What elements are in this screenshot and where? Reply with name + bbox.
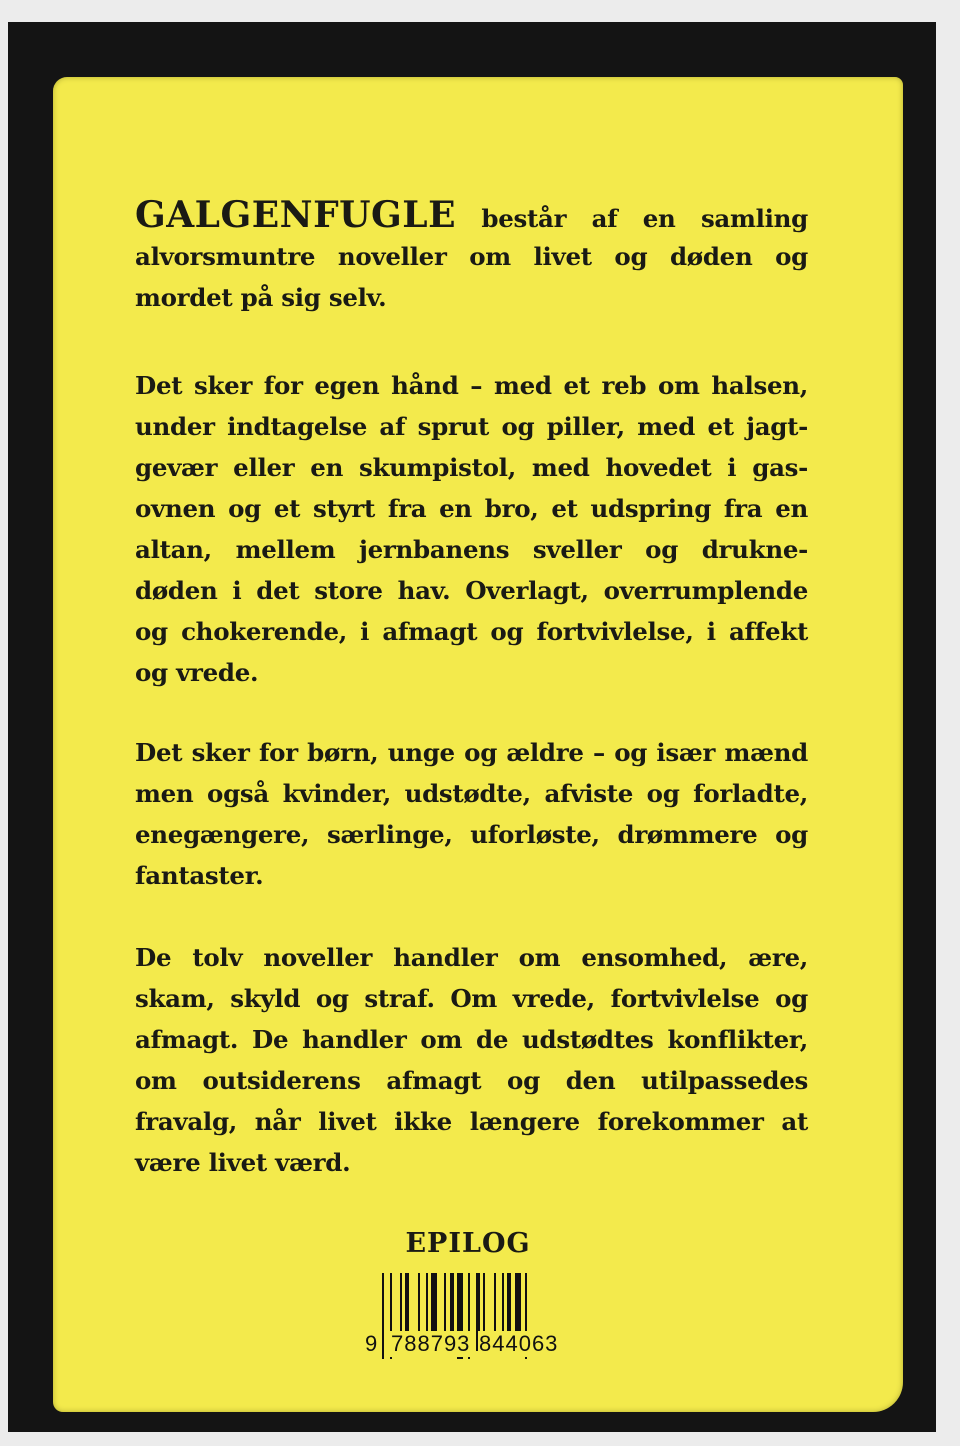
text-line: skam, skyld og straf. Om vrede, fortvivlelse og xyxy=(135,984,808,1013)
paragraph-intro xyxy=(135,195,808,318)
barcode-bar xyxy=(382,1273,384,1359)
isbn-right-group: 844063 xyxy=(479,1331,559,1356)
text-line: fantaster. xyxy=(135,861,264,890)
text-line: om outsiderens afmagt og den utilpassedes xyxy=(135,1066,808,1095)
isbn-first-digit: 9 xyxy=(365,1331,378,1356)
text-line: altan, mellem jernbanens sveller og drukne- xyxy=(135,535,808,564)
paragraph-2 xyxy=(135,365,808,693)
text-line: Det sker for børn, unge og ældre – og især mænd xyxy=(135,738,808,767)
text-line: gevær eller en skumpistol, med hovedet i gas- xyxy=(135,453,808,482)
text-line: afmagt. De handler om de udstødtes konflikter, xyxy=(135,1025,808,1054)
paragraph-3 xyxy=(135,732,808,896)
text-line: men også kvinder, udstødte, afviste og forladte, xyxy=(135,779,808,808)
isbn-barcode xyxy=(365,1273,572,1363)
text-line: døden i det store hav. Overlagt, overrumplende xyxy=(135,576,808,605)
text-line: ovnen og et styrt fra en bro, et udspring fra en xyxy=(135,494,808,523)
text-line: De tolv noveller handler om ensomhed, ære, xyxy=(135,943,808,972)
text-line: Det sker for egen hånd – med et reb om halsen, xyxy=(135,371,808,400)
text-line: og vrede. xyxy=(135,658,259,687)
text-line: fravalg, når livet ikke længere forekommer at xyxy=(135,1107,808,1136)
text-line: enegængere, særlinge, uforløste, drømmere og xyxy=(135,820,808,849)
publisher-logo: EPILOG xyxy=(405,1228,531,1259)
isbn-left-group: 788793 xyxy=(391,1331,471,1356)
text-line: mordet på sig selv. xyxy=(135,283,387,312)
text-line: være livet værd. xyxy=(135,1148,351,1177)
text-line: alvorsmuntre noveller om livet og døden og xyxy=(135,242,808,271)
book-title: GALGENFUGLE xyxy=(135,194,457,236)
text-line: under indtagelse af sprut og piller, med et jagt- xyxy=(135,412,808,441)
paragraph-4 xyxy=(135,937,808,1183)
text-line: GALGENFUGLE består af en samling xyxy=(135,194,808,236)
text-line: og chokerende, i afmagt og fortvivlelse, i affekt xyxy=(135,617,808,646)
